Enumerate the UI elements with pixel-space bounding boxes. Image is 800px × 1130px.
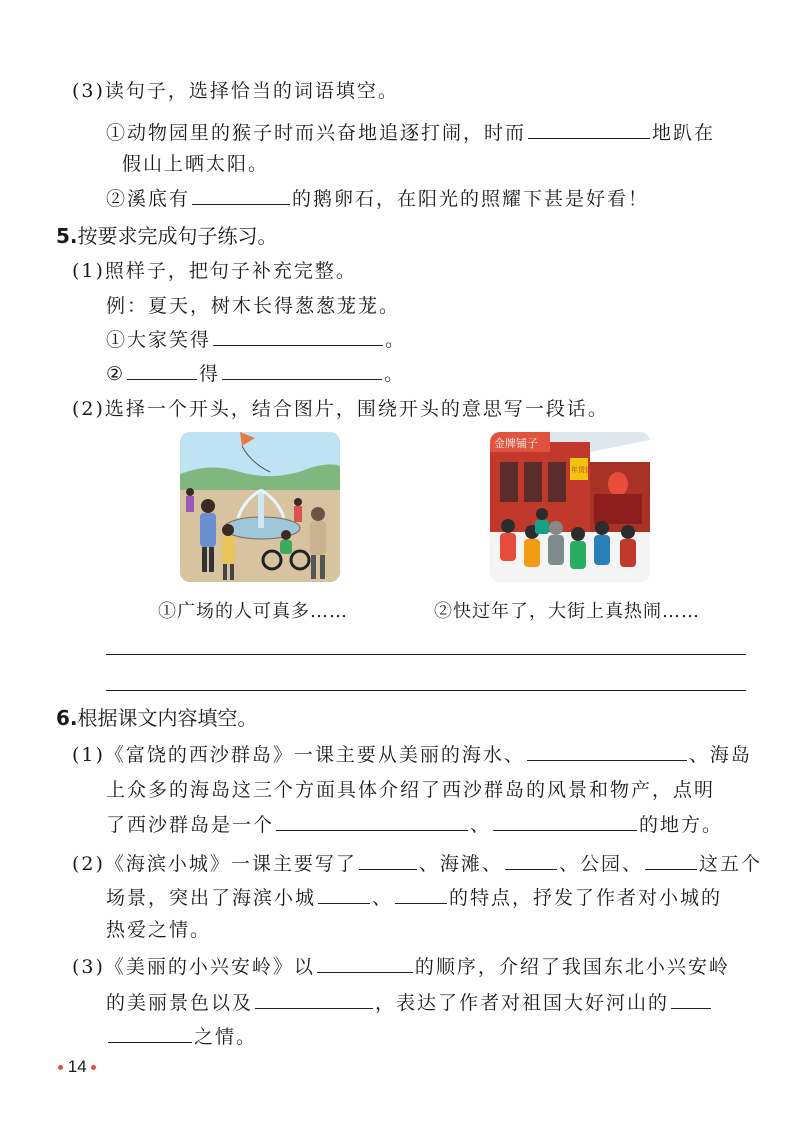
q6-2-line-1	[72, 851, 762, 877]
q4-3-title: (3)读句子，选择恰当的词语填空。	[72, 80, 399, 102]
answer-blank[interactable]	[255, 990, 373, 1009]
answer-blank[interactable]	[213, 327, 383, 346]
text: 之情。	[194, 1026, 258, 1048]
text: 了西沙群岛是一个	[106, 814, 275, 836]
text: (3)《美丽的小兴安岭》以	[72, 956, 315, 978]
text: ②	[106, 363, 126, 385]
dot-icon	[58, 1065, 63, 1070]
text: ①动物园里的猴子时而兴奋地追逐打闹，时而	[106, 122, 527, 144]
q6-1-line-2: 上众多的海岛这三个方面具体介绍了西沙群岛的风景和物产，点明	[106, 779, 716, 801]
question-number: 5.	[56, 224, 78, 248]
text: 的顺序，介绍了我国东北小兴安岭	[414, 956, 730, 978]
answer-blank[interactable]	[222, 361, 382, 380]
text: 场景，突出了海滨小城	[106, 887, 317, 909]
shop-sign: 金牌铺子	[494, 437, 538, 450]
question-title: 按要求完成句子练习。	[77, 224, 278, 248]
text: 的鹅卵石，在阳光的照耀下甚是好看！	[292, 188, 650, 210]
q5-1-title: (1)照样子，把句子补充完整。	[72, 260, 357, 282]
text: 。	[385, 329, 407, 351]
q6-3-line-2	[106, 990, 713, 1016]
question-title: 根据课文内容填空。	[77, 706, 258, 730]
answer-blank[interactable]	[318, 885, 370, 904]
q5-1-example: 例：夏天，树木长得葱葱茏茏。	[106, 295, 401, 317]
text: 、公园、	[558, 853, 643, 875]
answer-blank[interactable]	[192, 186, 290, 205]
writing-line[interactable]	[106, 690, 746, 691]
answer-blank[interactable]	[505, 851, 557, 870]
text: 、	[470, 814, 492, 836]
answer-blank[interactable]	[276, 812, 468, 831]
text: (1)《富饶的西沙群岛》一课主要从美丽的海水、	[72, 744, 525, 766]
text: ，表达了作者对祖国大好河山的	[375, 992, 670, 1014]
text: 、海滩、	[418, 853, 503, 875]
picture-2-caption: ②快过年了，大街上真热闹……	[434, 601, 700, 622]
answer-blank[interactable]	[493, 812, 637, 831]
square-picture	[180, 432, 340, 582]
text: 的特点，抒发了作者对小城的	[449, 887, 723, 909]
q5-1-item-2	[106, 361, 405, 387]
q6-3-line-3	[106, 1024, 257, 1050]
answer-blank[interactable]	[395, 885, 447, 904]
q6-heading	[56, 705, 258, 731]
q6-1-line-1	[72, 742, 752, 768]
answer-blank[interactable]	[528, 120, 650, 139]
answer-blank[interactable]	[127, 361, 197, 380]
q6-3-line-1	[72, 954, 730, 980]
text: (2)《海滨小城》一课主要写了	[72, 853, 357, 875]
dot-icon	[91, 1065, 96, 1070]
q6-2-line-3: 热爱之情。	[106, 919, 212, 941]
text: ①大家笑得	[106, 329, 212, 351]
text: 地趴在	[652, 122, 716, 144]
writing-line[interactable]	[106, 654, 746, 655]
street-picture	[490, 432, 650, 582]
q5-heading	[56, 223, 278, 249]
answer-blank[interactable]	[108, 1024, 192, 1043]
text: 、海岛	[688, 744, 752, 766]
answer-blank[interactable]	[645, 851, 697, 870]
answer-blank[interactable]	[671, 990, 711, 1009]
answer-blank[interactable]	[527, 742, 687, 761]
text: ②溪底有	[106, 188, 191, 210]
question-number: 6.	[56, 706, 78, 730]
page-number	[58, 1057, 96, 1077]
text: 的美丽景色以及	[106, 992, 254, 1014]
q5-1-item-1	[106, 327, 406, 353]
q6-1-line-3	[106, 812, 723, 838]
answer-blank[interactable]	[317, 954, 413, 973]
answer-blank[interactable]	[359, 851, 417, 870]
text: 得	[199, 363, 221, 385]
lantern-icon	[608, 472, 628, 496]
text: 、	[372, 887, 394, 909]
q4-3-sentence-2	[106, 186, 649, 212]
q6-2-line-2	[106, 885, 722, 911]
q4-3-sentence-1	[106, 120, 715, 146]
text: 的地方。	[639, 814, 724, 836]
page-number-text: 14	[67, 1057, 87, 1076]
q5-2-title: (2)选择一个开头，结合图片，围绕开头的意思写一段话。	[72, 398, 609, 420]
text: 这五个	[698, 853, 762, 875]
shop-sign-2: 年货街	[571, 466, 592, 474]
picture-1-caption: ①广场的人可真多……	[158, 601, 348, 622]
q4-3-sentence-1-cont: 假山上晒太阳。	[122, 153, 270, 175]
text: 。	[384, 363, 406, 385]
